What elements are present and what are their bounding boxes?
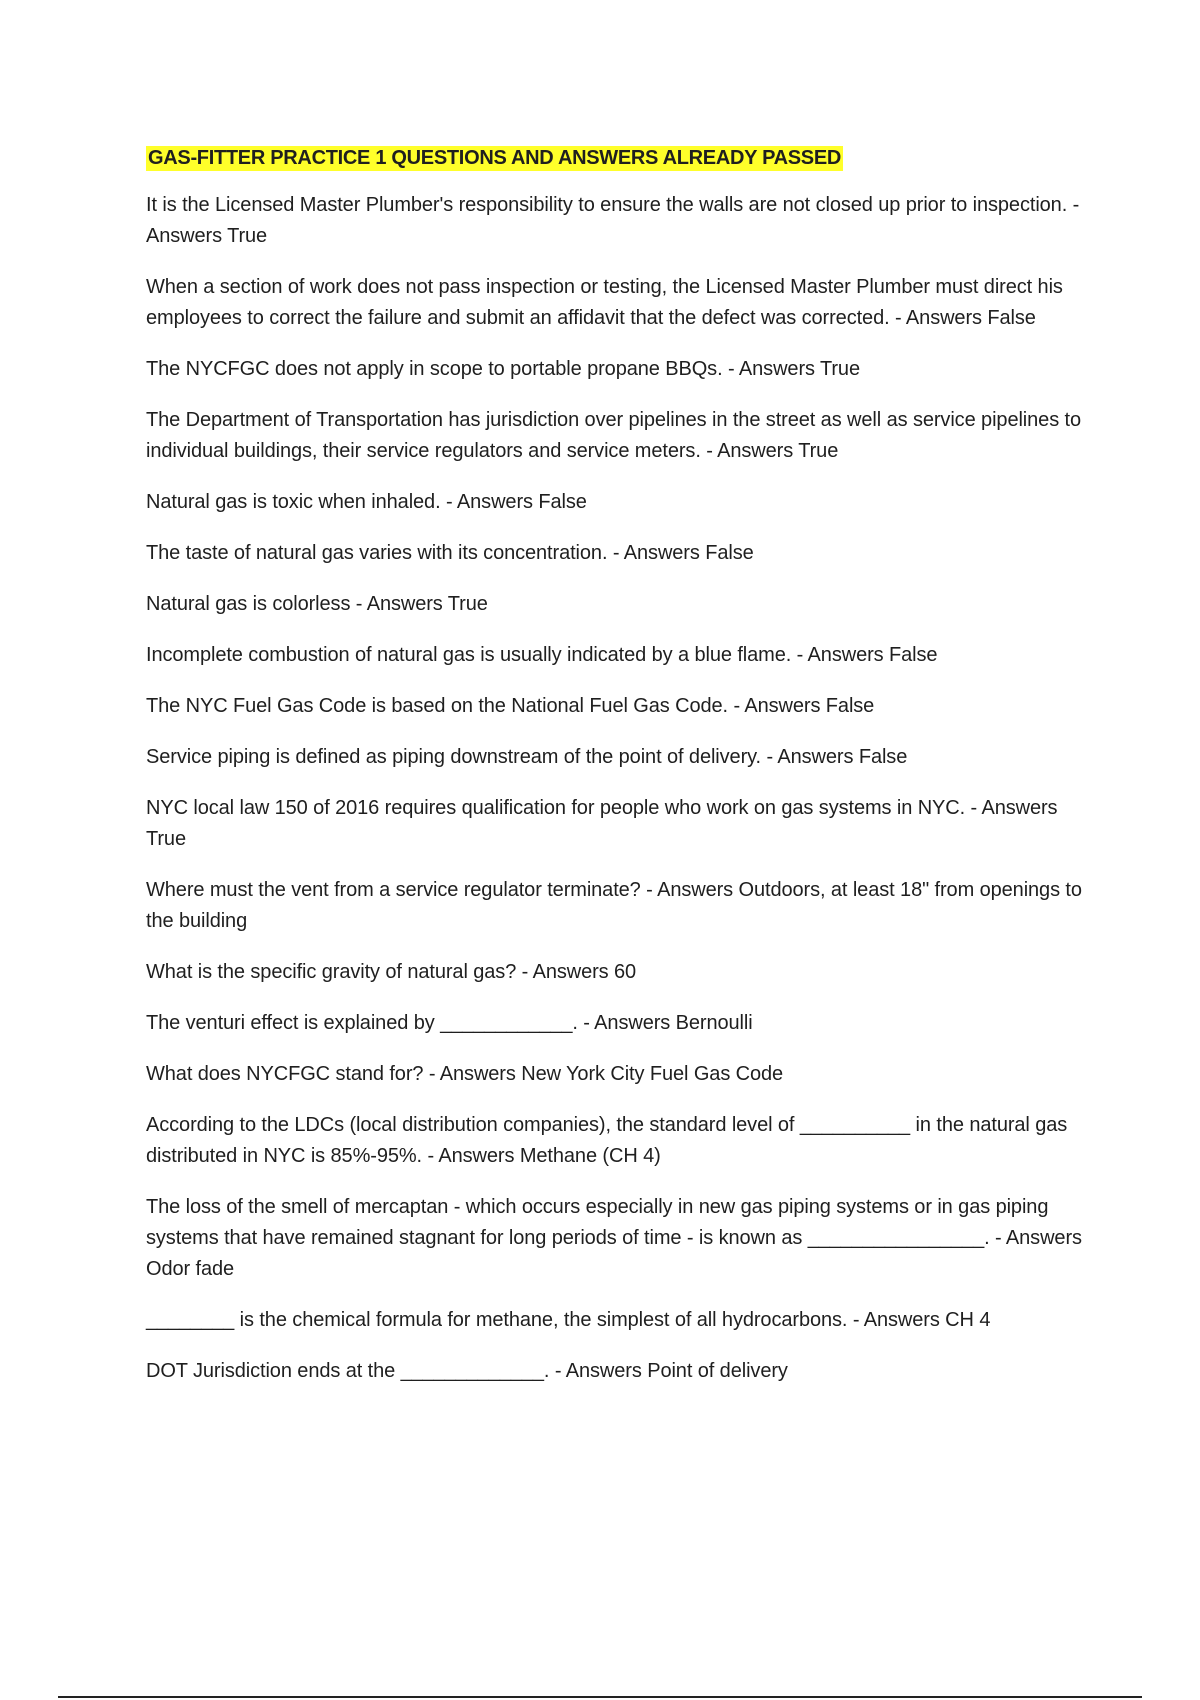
qa-item: It is the Licensed Master Plumber's responsibility to ensure the walls are not closed up prior to inspection. - Answers True (146, 194, 1080, 247)
qa-item: What is the specific gravity of natural gas? - Answers 60 (146, 961, 637, 983)
qa-item: Natural gas is colorless - Answers True (146, 593, 488, 615)
qa-item: Service piping is defined as piping downstream of the point of delivery. - Answers False (146, 746, 908, 768)
qa-item: According to the LDCs (local distribution companies), the standard level of __________ in the natural gas distributed in NYC is 85%-95%. - Answers Methane (CH 4) (146, 1114, 1068, 1167)
qa-item: When a section of work does not pass inspection or testing, the Licensed Master Plumber must direct his employees to correct the failure and submit an affidavit that the defect was corrected. - Answers False (146, 276, 1063, 329)
document-page (146, 144, 1096, 1407)
qa-item: The loss of the smell of mercaptan - which occurs especially in new gas piping systems or in gas piping systems that have remained stagnant for long periods of time - is known as ________________. - Answers Odor fade (146, 1196, 1082, 1280)
qa-item: What does NYCFGC stand for? - Answers New York City Fuel Gas Code (146, 1063, 784, 1085)
qa-item: The NYC Fuel Gas Code is based on the National Fuel Gas Code. - Answers False (146, 695, 875, 717)
qa-item: Natural gas is toxic when inhaled. - Answers False (146, 491, 587, 513)
document-title: GAS-FITTER PRACTICE 1 QUESTIONS AND ANSWERS ALREADY PASSED (148, 147, 842, 169)
qa-item: ________ is the chemical formula for methane, the simplest of all hydrocarbons. - Answers CH 4 (146, 1309, 991, 1331)
title-block (146, 144, 1096, 174)
qa-item: The NYCFGC does not apply in scope to portable propane BBQs. - Answers True (146, 358, 860, 380)
qa-item: The taste of natural gas varies with its concentration. - Answers False (146, 542, 754, 564)
qa-item: Where must the vent from a service regulator terminate? - Answers Outdoors, at least 18" from openings to the building (146, 879, 1082, 932)
qa-item: NYC local law 150 of 2016 requires qualification for people who work on gas systems in NYC. - Answers True (146, 797, 1058, 850)
qa-item: The venturi effect is explained by ____________. - Answers Bernoulli (146, 1012, 753, 1034)
qa-item: The Department of Transportation has jurisdiction over pipelines in the street as well as service pipelines to individual buildings, their service regulators and service meters. - Answers True (146, 409, 1082, 462)
footer-divider (58, 1696, 1142, 1698)
qa-item: Incomplete combustion of natural gas is usually indicated by a blue flame. - Answers False (146, 644, 938, 666)
qa-item: DOT Jurisdiction ends at the _____________. - Answers Point of delivery (146, 1360, 788, 1382)
